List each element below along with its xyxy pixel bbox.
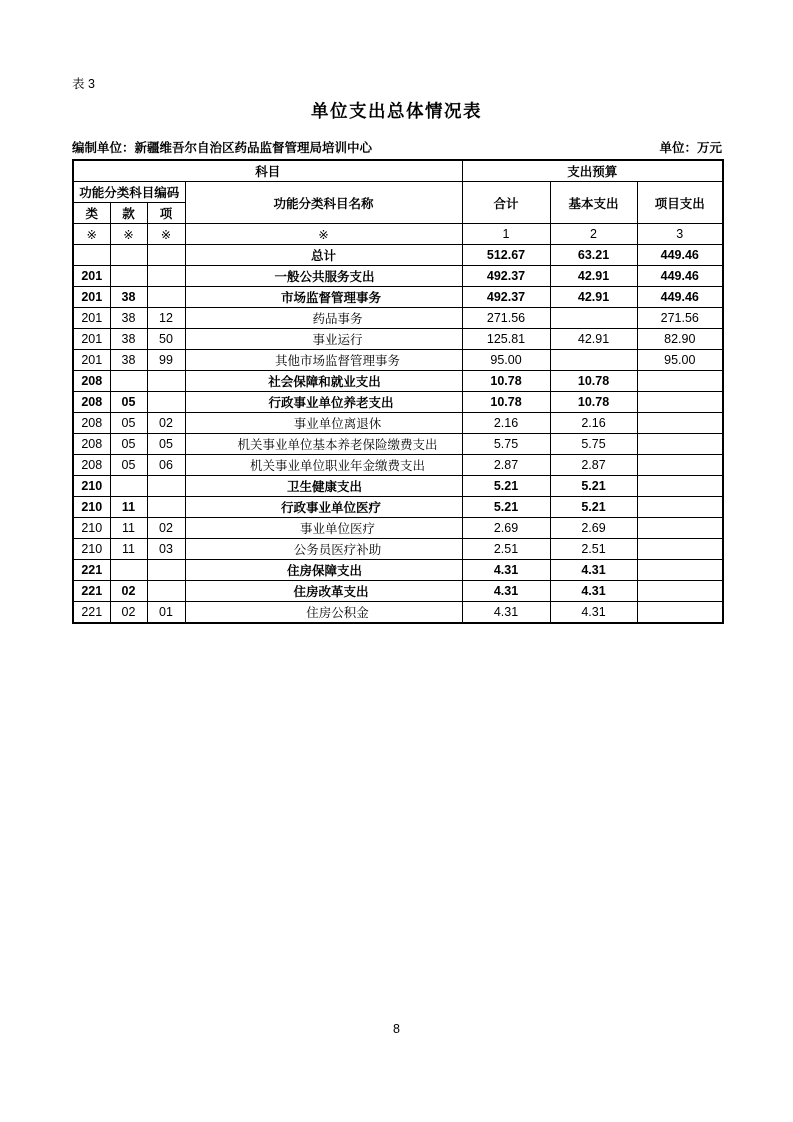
cell-subject-name: 住房保障支出: [185, 560, 462, 581]
cell-item-code: 05: [147, 434, 185, 455]
table-row: [73, 455, 723, 476]
cell-section-code: 38: [110, 287, 147, 308]
cell-subject-name: 卫生健康支出: [185, 476, 462, 497]
cell-section-code: 05: [110, 455, 147, 476]
cell-subject-name: 总计: [185, 245, 462, 266]
cell-category-code: 201: [73, 308, 110, 329]
cell-basic-expense: [550, 350, 637, 371]
cell-project-expense: [637, 455, 723, 476]
cell-project-expense: [637, 434, 723, 455]
cell-subject-name: 住房公积金: [185, 602, 462, 624]
cell-project-expense: [637, 497, 723, 518]
cell-section-code: 38: [110, 329, 147, 350]
cell-section-code: [110, 476, 147, 497]
marker-cell: 2: [550, 224, 637, 245]
table-meta: [72, 138, 722, 156]
cell-section-code: 11: [110, 497, 147, 518]
table-row: [73, 539, 723, 560]
cell-item-code: [147, 392, 185, 413]
cell-basic-expense: 10.78: [550, 392, 637, 413]
cell-section-code: 02: [110, 602, 147, 624]
cell-basic-expense: 2.16: [550, 413, 637, 434]
cell-subject-name: 机关事业单位职业年金缴费支出: [185, 455, 462, 476]
cell-project-expense: 271.56: [637, 308, 723, 329]
cell-project-expense: [637, 602, 723, 624]
table-row: [73, 329, 723, 350]
header-row-code-group: [73, 182, 723, 203]
cell-item-code: 01: [147, 602, 185, 624]
table-row: [73, 392, 723, 413]
table-row: [73, 245, 723, 266]
cell-basic-expense: 2.69: [550, 518, 637, 539]
cell-section-code: 02: [110, 581, 147, 602]
marker-cell: ※: [110, 224, 147, 245]
cell-subject-name: 公务员医疗补助: [185, 539, 462, 560]
header-total: 合计: [462, 182, 550, 224]
cell-total: 125.81: [462, 329, 550, 350]
cell-section-code: [110, 560, 147, 581]
cell-project-expense: 82.90: [637, 329, 723, 350]
cell-total: 5.21: [462, 476, 550, 497]
header-subject-name: 功能分类科目名称: [185, 182, 462, 224]
cell-section-code: [110, 245, 147, 266]
cell-subject-name: 市场监督管理事务: [185, 287, 462, 308]
cell-total: 4.31: [462, 602, 550, 624]
cell-subject-name: 机关事业单位基本养老保险缴费支出: [185, 434, 462, 455]
cell-category-code: 210: [73, 497, 110, 518]
cell-basic-expense: 10.78: [550, 371, 637, 392]
table-row: [73, 602, 723, 624]
header-code-group: 功能分类科目编码: [73, 182, 185, 203]
cell-project-expense: 449.46: [637, 266, 723, 287]
cell-category-code: 201: [73, 287, 110, 308]
cell-total: 10.78: [462, 392, 550, 413]
table-row: [73, 308, 723, 329]
cell-item-code: 99: [147, 350, 185, 371]
unit-note-label: 单位：万元: [659, 141, 722, 155]
cell-subject-name: 药品事务: [185, 308, 462, 329]
marker-cell: ※: [147, 224, 185, 245]
prepared-by-label: 编制单位：新疆维吾尔自治区药品监督管理局培训中心: [72, 141, 373, 155]
cell-basic-expense: 42.91: [550, 287, 637, 308]
cell-total: 5.21: [462, 497, 550, 518]
cell-total: 5.75: [462, 434, 550, 455]
cell-total: 10.78: [462, 371, 550, 392]
page-title: 单位支出总体情况表: [311, 101, 482, 121]
cell-category-code: 221: [73, 602, 110, 624]
cell-item-code: 50: [147, 329, 185, 350]
cell-basic-expense: 4.31: [550, 602, 637, 624]
cell-item-code: 02: [147, 518, 185, 539]
cell-category-code: 201: [73, 266, 110, 287]
cell-category-code: 208: [73, 392, 110, 413]
cell-basic-expense: 63.21: [550, 245, 637, 266]
cell-project-expense: [637, 392, 723, 413]
cell-subject-name: 其他市场监督管理事务: [185, 350, 462, 371]
table-row: [73, 476, 723, 497]
cell-item-code: 02: [147, 413, 185, 434]
cell-category-code: 201: [73, 350, 110, 371]
cell-section-code: 38: [110, 350, 147, 371]
cell-total: 492.37: [462, 287, 550, 308]
cell-basic-expense: 4.31: [550, 581, 637, 602]
cell-project-expense: 95.00: [637, 350, 723, 371]
marker-cell: ※: [73, 224, 110, 245]
header-row-markers: [73, 224, 723, 245]
page-number: 8: [393, 1022, 400, 1036]
cell-section-code: 11: [110, 518, 147, 539]
cell-section-code: 05: [110, 392, 147, 413]
cell-item-code: 03: [147, 539, 185, 560]
marker-cell: 1: [462, 224, 550, 245]
cell-total: 95.00: [462, 350, 550, 371]
cell-total: 2.69: [462, 518, 550, 539]
cell-item-code: [147, 371, 185, 392]
cell-project-expense: [637, 518, 723, 539]
cell-total: 492.37: [462, 266, 550, 287]
table-row: [73, 350, 723, 371]
header-project-expense: 项目支出: [637, 182, 723, 224]
cell-section-code: [110, 371, 147, 392]
table-row: [73, 497, 723, 518]
cell-basic-expense: [550, 308, 637, 329]
cell-basic-expense: 2.87: [550, 455, 637, 476]
cell-subject-name: 事业单位离退休: [185, 413, 462, 434]
cell-project-expense: [637, 476, 723, 497]
cell-project-expense: [637, 539, 723, 560]
cell-basic-expense: 4.31: [550, 560, 637, 581]
cell-section-code: 11: [110, 539, 147, 560]
cell-subject-name: 事业运行: [185, 329, 462, 350]
cell-subject-name: 一般公共服务支出: [185, 266, 462, 287]
header-section-code: 款: [110, 203, 147, 224]
cell-project-expense: [637, 413, 723, 434]
cell-total: 2.16: [462, 413, 550, 434]
cell-item-code: 06: [147, 455, 185, 476]
cell-total: 2.87: [462, 455, 550, 476]
cell-project-expense: 449.46: [637, 287, 723, 308]
cell-total: 4.31: [462, 581, 550, 602]
cell-basic-expense: 5.75: [550, 434, 637, 455]
cell-category-code: 208: [73, 434, 110, 455]
marker-cell: ※: [185, 224, 462, 245]
cell-subject-name: 住房改革支出: [185, 581, 462, 602]
table-row: [73, 560, 723, 581]
cell-section-code: 38: [110, 308, 147, 329]
cell-total: 512.67: [462, 245, 550, 266]
cell-section-code: 05: [110, 434, 147, 455]
cell-item-code: [147, 581, 185, 602]
header-row-groups: [73, 160, 723, 182]
cell-basic-expense: 5.21: [550, 497, 637, 518]
header-category-code: 类: [73, 203, 110, 224]
cell-total: 2.51: [462, 539, 550, 560]
marker-cell: 3: [637, 224, 723, 245]
cell-category-code: 221: [73, 581, 110, 602]
cell-project-expense: [637, 560, 723, 581]
header-budget-group: 支出预算: [462, 160, 723, 182]
cell-item-code: [147, 497, 185, 518]
cell-subject-name: 社会保障和就业支出: [185, 371, 462, 392]
cell-total: 4.31: [462, 560, 550, 581]
table-row: [73, 581, 723, 602]
header-subject-group: 科目: [73, 160, 462, 182]
cell-project-expense: [637, 371, 723, 392]
cell-category-code: 201: [73, 329, 110, 350]
cell-category-code: 221: [73, 560, 110, 581]
cell-item-code: [147, 287, 185, 308]
cell-item-code: 12: [147, 308, 185, 329]
cell-basic-expense: 5.21: [550, 476, 637, 497]
cell-total: 271.56: [462, 308, 550, 329]
cell-subject-name: 事业单位医疗: [185, 518, 462, 539]
cell-category-code: 208: [73, 455, 110, 476]
cell-basic-expense: 42.91: [550, 329, 637, 350]
cell-item-code: [147, 245, 185, 266]
table-row: [73, 518, 723, 539]
header-basic-expense: 基本支出: [550, 182, 637, 224]
cell-section-code: [110, 266, 147, 287]
cell-section-code: 05: [110, 413, 147, 434]
table-row: [73, 371, 723, 392]
cell-basic-expense: 42.91: [550, 266, 637, 287]
expenditure-table: [72, 159, 724, 624]
cell-category-code: 210: [73, 518, 110, 539]
cell-basic-expense: 2.51: [550, 539, 637, 560]
table-row: [73, 287, 723, 308]
cell-subject-name: 行政事业单位医疗: [185, 497, 462, 518]
table-label: 表 3: [72, 77, 95, 91]
table-row: [73, 266, 723, 287]
table-row: [73, 434, 723, 455]
cell-subject-name: 行政事业单位养老支出: [185, 392, 462, 413]
header-item-code: 项: [147, 203, 185, 224]
cell-project-expense: [637, 581, 723, 602]
cell-category-code: 208: [73, 371, 110, 392]
cell-item-code: [147, 266, 185, 287]
cell-item-code: [147, 560, 185, 581]
cell-category-code: [73, 245, 110, 266]
table-row: [73, 413, 723, 434]
cell-category-code: 210: [73, 476, 110, 497]
cell-category-code: 210: [73, 539, 110, 560]
cell-item-code: [147, 476, 185, 497]
cell-category-code: 208: [73, 413, 110, 434]
cell-project-expense: 449.46: [637, 245, 723, 266]
